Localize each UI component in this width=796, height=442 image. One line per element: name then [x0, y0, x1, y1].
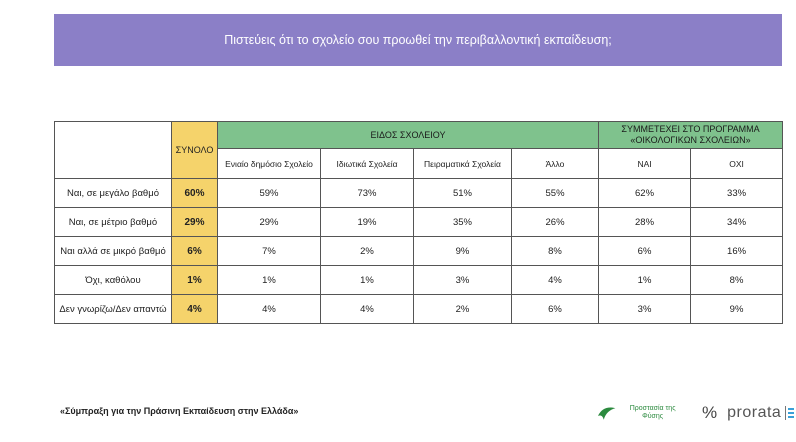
column-header: ΝΑΙ: [599, 149, 691, 179]
value-cell: 34%: [691, 208, 783, 237]
column-header: Ενιαίο δημόσιο Σχολείο: [218, 149, 321, 179]
value-cell: 73%: [321, 179, 414, 208]
table-row: [55, 266, 783, 295]
value-cell: 16%: [691, 237, 783, 266]
row-label: Ναι, σε μεγάλο βαθμό: [55, 179, 172, 208]
value-cell: 6%: [512, 295, 599, 324]
total-cell: 4%: [172, 295, 218, 324]
row-label: Ναι αλλά σε μικρό βαθμό: [55, 237, 172, 266]
value-cell: 1%: [599, 266, 691, 295]
column-header: Άλλο: [512, 149, 599, 179]
footer-logos: [596, 398, 796, 428]
value-cell: 1%: [321, 266, 414, 295]
value-cell: 8%: [512, 237, 599, 266]
value-cell: 4%: [321, 295, 414, 324]
table-row: [55, 208, 783, 237]
title-banner: [54, 14, 782, 66]
value-cell: 4%: [218, 295, 321, 324]
row-label: Ναι, σε μέτριο βαθμό: [55, 208, 172, 237]
value-cell: 62%: [599, 179, 691, 208]
value-cell: 28%: [599, 208, 691, 237]
column-header: ΟΧΙ: [691, 149, 783, 179]
table-corner: [55, 122, 172, 179]
value-cell: 19%: [321, 208, 414, 237]
value-cell: 8%: [691, 266, 783, 295]
footer-caption: «Σύμπραξη για την Πράσινη Εκπαίδευση στην Ελλάδα»: [60, 406, 299, 416]
value-cell: 2%: [414, 295, 512, 324]
value-cell: 59%: [218, 179, 321, 208]
value-cell: 55%: [512, 179, 599, 208]
page-title: Πιστεύεις ότι το σχολείο σου προωθεί την περιβαλλοντική εκπαίδευση;: [224, 33, 612, 47]
nature-protection-logo-text: Προστασία της Φύσης: [629, 405, 676, 420]
value-cell: 6%: [599, 237, 691, 266]
prorata-bars-icon: [785, 406, 796, 420]
table-row: [55, 179, 783, 208]
prorata-logo: prorata: [727, 404, 782, 421]
bird-icon: [596, 402, 617, 424]
total-cell: 1%: [172, 266, 218, 295]
value-cell: 1%: [218, 266, 321, 295]
value-cell: 3%: [414, 266, 512, 295]
results-table: [54, 121, 783, 324]
row-label: Όχι, καθόλου: [55, 266, 172, 295]
school-type-header: ΕΙΔΟΣ ΣΧΟΛΕΙΟΥ: [218, 122, 599, 149]
total-cell: 6%: [172, 237, 218, 266]
value-cell: 26%: [512, 208, 599, 237]
column-header: Ιδιωτικά Σχολεία: [321, 149, 414, 179]
total-cell: 29%: [172, 208, 218, 237]
value-cell: 29%: [218, 208, 321, 237]
value-cell: 7%: [218, 237, 321, 266]
value-cell: 9%: [691, 295, 783, 324]
total-header: ΣΥΝΟΛΟ: [172, 122, 218, 179]
row-label: Δεν γνωρίζω/Δεν απαντώ: [55, 295, 172, 324]
value-cell: 35%: [414, 208, 512, 237]
value-cell: 2%: [321, 237, 414, 266]
value-cell: 51%: [414, 179, 512, 208]
eco-program-header: ΣΥΜΜΕΤΕΧΕΙ ΣΤΟ ΠΡΟΓΡΑΜΜΑ «ΟΙΚΟΛΟΓΙΚΩΝ ΣΧΟΛΕΙΩΝ»: [599, 122, 783, 149]
value-cell: 33%: [691, 179, 783, 208]
value-cell: 9%: [414, 237, 512, 266]
total-cell: 60%: [172, 179, 218, 208]
table-row: [55, 237, 783, 266]
value-cell: 3%: [599, 295, 691, 324]
percent-logo-icon: %: [701, 403, 718, 422]
nature-protection-logo: [596, 402, 686, 424]
table-row: [55, 295, 783, 324]
value-cell: 4%: [512, 266, 599, 295]
column-header: Πειραματικά Σχολεία: [414, 149, 512, 179]
